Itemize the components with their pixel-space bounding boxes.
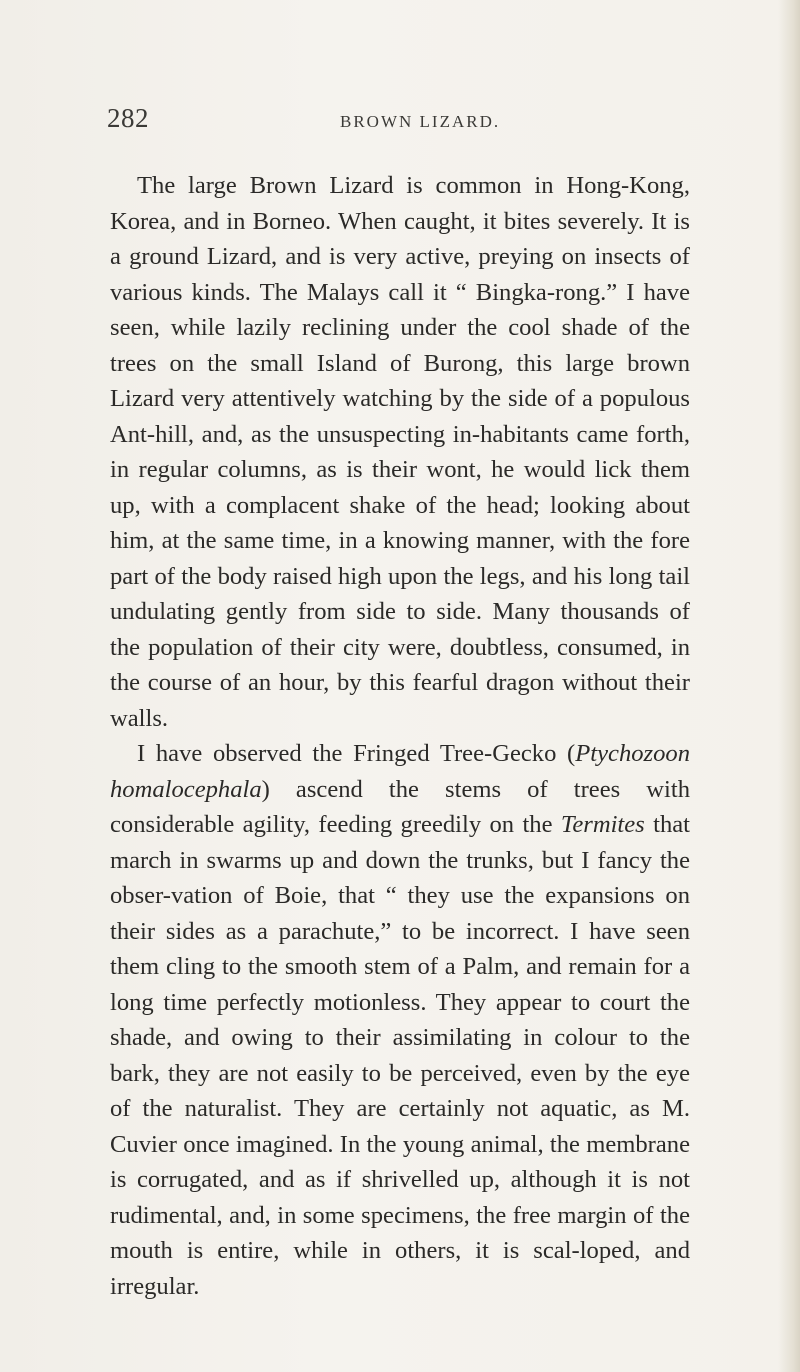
text-segment: The large Brown Lizard is common in Hong-Kong, Korea, and in Borneo. When caught, it bites severely. It is a ground Lizard, and is very active, preying on insects of various kinds. The Malays call it “ Bingka-rong.” I have seen, while lazily reclining under the cool shade of the trees on the small Island of Burong, this large brown Lizard very attentively watching by the side of a populous Ant-hill, and, as the unsuspecting in-habitants came forth, in regular columns, as is their wont, he would lick them up, with a complacent shake of the head; looking about him, at the same time, in a knowing manner, with the fore part of the body raised high upon the legs, and his long tail undulating gently from side to side. Many thousands of the population of their city were, doubtless, consumed, in the course of an hour, by this fearful dragon without their walls. <box>110 172 690 732</box>
page-edge-shadow <box>778 0 800 1372</box>
body-text <box>110 168 690 1304</box>
text-segment: ) ascend the stems of trees with considerable agility, feeding greedily on the <box>110 775 690 838</box>
page-number: 282 <box>107 103 149 133</box>
paragraph-brown-lizard <box>110 168 690 736</box>
text-segment: I have observed the Fringed Tree-Gecko ( <box>137 740 576 767</box>
running-head: BROWN LIZARD. <box>340 112 501 131</box>
paragraph-fringed-tree-gecko <box>110 736 690 1304</box>
species-name-italic: Ptychozoon homalocephala <box>110 740 690 803</box>
text-segment: that march in swarms up and down the trunks, but I fancy the obser-vation of Boie, that “ they use the expansions on their sides as a parachute,” to be incorrect. I have seen them cling to the smooth stem of a Palm, and remain for a long time perfectly motionless. They appear to court the shade, and owing to their assimilating in colour to the bark, they are not easily to be perceived, even by the eye of the naturalist. They are certainly not aquatic, as M. Cuvier once imagined. In the young animal, the membrane is corrugated, and as if shrivelled up, although it is not rudimental, and, in some specimens, the free margin of the mouth is entire, while in others, it is scal-loped, and irregular. <box>110 811 690 1300</box>
termites-italic: Termites <box>560 811 645 838</box>
page-header <box>107 103 727 143</box>
